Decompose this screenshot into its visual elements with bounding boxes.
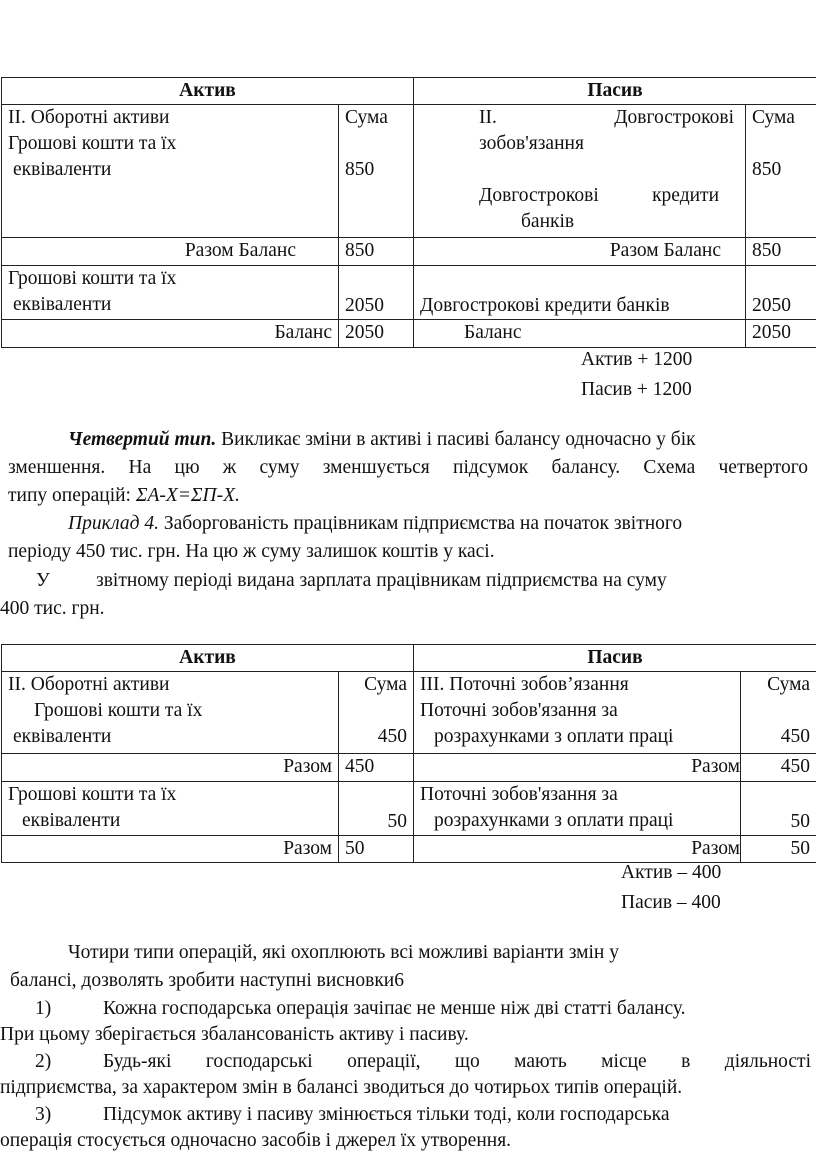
text-block-1 [8,426,808,566]
list-number: 1) [35,998,52,1019]
text-line: Викликає зміни в активі і пасиві балансу одночасно у бік [221,429,696,450]
text-line: зменшення. На цю ж суму зменшується підсумок балансу. Схема четвертого [8,457,808,478]
active-item-line: еквіваленти [13,159,112,180]
list-number: 3) [35,1104,52,1125]
table2-passive-cell [414,782,741,836]
table1-header-passive: Пасив [414,78,816,105]
table2-active-sum-value: 50 [339,782,414,836]
sum-label: Сума [345,107,388,128]
table1-passive-sum-value: 2050 [746,266,816,320]
text-line: звітному періоді видана зарплата працівникам підприємства на суму [96,570,667,591]
list-number: 2) [35,1051,52,1072]
text-line: У [36,570,50,591]
type-title: Четвертий тип. [68,429,217,450]
text-line: Чотири типи операцій, які охоплюють всі можливі варіанти змін у [68,942,619,963]
table1-active-cell [2,266,339,320]
text-line: періоду 450 тис. грн. На цю ж суму залишок коштів у касі. [8,541,495,562]
table2-active-cell [2,672,339,754]
text-line: 400 тис. грн. [0,598,105,619]
table1-active-cell [2,105,339,238]
text-line: балансі, дозволять зробити наступні висновки6 [10,970,404,991]
active-item-line: Грошові кошти та їх [8,268,177,289]
sum-label: Сума [364,674,408,695]
table2-total-label: Разом [414,836,741,863]
active-item-line: Грошові кошти та їх [34,700,203,721]
table2-total-label: Разом [2,754,339,782]
active-sum-value: 850 [345,159,375,180]
table2-total-passive-sum: 50 [741,836,816,863]
text-line: Кожна господарська операція зачіпає не менше ніж дві статті балансу. [103,998,686,1019]
active-section-title: ІІ. Оборотні активи [8,107,170,128]
table2-active-sum-cell [339,672,414,754]
passive-item-line: Довгострокові кредити [479,185,720,206]
active-item-line: Грошові кошти та їх [8,133,177,154]
table2-total-active-sum: 450 [339,754,414,782]
table2-total-label: Разом [414,754,741,782]
text-line: Будь-які господарські операції, що мають місце в діяльності [103,1051,811,1072]
table2-total-label: Разом [2,836,339,863]
formula: ΣА-Х=ΣП-Х. [135,485,240,506]
table2-note-passive: Пасив – 400 [621,892,721,913]
table1-active-sum-value: 2050 [339,266,414,320]
passive-sum-value: 850 [752,159,782,180]
table1-balance-label: Баланс [414,320,746,348]
table2-passive-sum-value: 50 [741,782,816,836]
text-line: При цьому зберігається збалансованість активу і пасиву. [0,1024,469,1045]
text-line: типу операцій: [8,485,131,506]
table1-passive-item: Довгострокові кредити банків [414,266,746,320]
text-line: операція стосується одночасно засобів і джерел їх утворення. [0,1130,512,1151]
table1-balance-passive-sum: 2050 [746,320,816,348]
text-line: підприємства, за характером змін в балансі зводиться до чотирьох типів операцій. [0,1077,683,1098]
table2-header-passive: Пасив [414,645,816,672]
passive-sum-value: 450 [780,726,811,747]
passive-section-title: ІІІ. Поточні зобов’язання [420,674,629,695]
example-title: Приклад 4. [68,513,159,534]
active-item-line: еквіваленти [13,726,112,747]
table1-note-passive: Пасив + 1200 [581,379,692,400]
passive-item-line: розрахунками з оплати праці [434,726,674,747]
table1-header-active: Актив [2,78,414,105]
passive-item-line: Поточні зобов'язання за [420,700,618,721]
text-line: Заборгованість працівникам підприємства на початок звітного [163,513,683,534]
table2-header-active: Актив [2,645,414,672]
sum-label: Сума [767,674,811,695]
table2-passive-cell [414,672,741,754]
table2-total-passive-sum: 450 [741,754,816,782]
balance-table-1 [1,77,816,348]
active-sum-value: 450 [377,726,408,747]
table1-passive-cell [414,105,746,238]
active-section-title: ІІ. Оборотні активи [8,674,170,695]
passive-section-title: зобов'язання [479,133,584,154]
active-item-line: еквіваленти [13,294,112,315]
sum-label: Сума [752,107,795,128]
table1-total-label: Разом Баланс [414,238,746,266]
table2-note-active: Актив – 400 [621,862,722,883]
passive-section-title: ІІ. Довгострокові [479,107,735,128]
passive-item-line: банків [521,211,575,232]
table2-active-cell [2,782,339,836]
passive-item-line: розрахунками з оплати праці [434,810,674,831]
table1-total-passive-sum: 850 [746,238,816,266]
table1-balance-label: Баланс [2,320,339,348]
table2-passive-sum-cell [741,672,816,754]
table1-total-active-sum: 850 [339,238,414,266]
active-item-line: Грошові кошти та їх [8,784,177,805]
table2-total-active-sum: 50 [339,836,414,863]
table1-total-label: Разом Баланс [2,238,339,266]
active-item-line: еквіваленти [22,810,121,831]
table1-active-sum-cell [339,105,414,238]
balance-table-2 [1,644,816,863]
table1-note-active: Актив + 1200 [581,349,693,370]
text-line: Підсумок активу і пасиву змінюється тільки тоді, коли господарська [103,1104,670,1125]
passive-item-line: Поточні зобов'язання за [420,784,618,805]
table1-passive-sum-cell [746,105,816,238]
table1-balance-active-sum: 2050 [339,320,414,348]
